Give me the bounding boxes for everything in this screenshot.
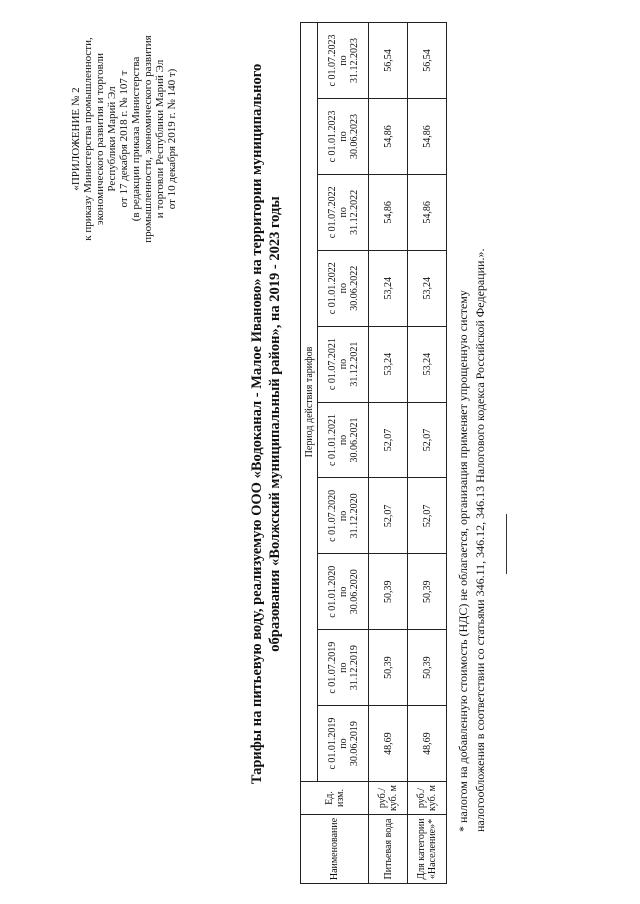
appendix-line: от 10 декабря 2019 г. № 140 т) [166, 68, 178, 210]
table-cell: 50,39 [408, 630, 447, 706]
header-period: Период действия тарифов [301, 23, 318, 782]
period-cell: с 01.01.2022 по 30.06.2022 [318, 250, 369, 326]
row-name: Для категории «Население»* [408, 815, 447, 884]
appendix-block [70, 24, 178, 254]
period-cell: с 01.07.2019 по 31.12.2019 [318, 630, 369, 706]
table-cell: 48,69 [408, 706, 447, 782]
table-row [369, 23, 408, 884]
period-cell: с 01.01.2023 по 30.06.2023 [318, 98, 369, 174]
row-unit: руб./ куб. м [369, 782, 408, 815]
table-cell: 56,54 [369, 23, 408, 99]
appendix-line: Республики Марий Эл [106, 86, 118, 192]
appendix-line: и торговли Республики Марий Эл [154, 59, 166, 219]
divider-line [506, 514, 507, 574]
appendix-line: экономического развития и торговли [94, 52, 106, 226]
period-cell: с 01.07.2023 по 31.12.2023 [318, 23, 369, 99]
table-cell: 52,07 [408, 478, 447, 554]
appendix-line: к приказу Министерства промышленности, [82, 37, 94, 241]
table-cell: 54,86 [369, 98, 408, 174]
period-cell: с 01.01.2019 по 30.06.2019 [318, 706, 369, 782]
document-title [248, 34, 284, 814]
table-cell: 50,39 [369, 630, 408, 706]
table-cell: 54,86 [369, 174, 408, 250]
period-cell: с 01.07.2022 по 31.12.2022 [318, 174, 369, 250]
row-name: Питьевая вода [369, 815, 408, 884]
table-cell: 52,07 [369, 402, 408, 478]
tariff-table [300, 22, 447, 884]
appendix-line: (в редакции приказа Министерства [130, 56, 142, 222]
table-cell: 53,24 [408, 250, 447, 326]
table-cell: 52,07 [369, 478, 408, 554]
table-row [408, 23, 447, 884]
table-cell: 53,24 [369, 326, 408, 402]
table-cell: 52,07 [408, 402, 447, 478]
appendix-line: от 17 декабря 2018 г. № 107 т [118, 70, 130, 208]
footnote [455, 192, 489, 832]
period-cell: с 01.01.2020 по 30.06.2020 [318, 554, 369, 630]
header-unit: Ед. изм. [301, 782, 369, 815]
title-line-1: Тарифы на питьевую воду, реализуемую ООО «Водоканал - Малое Иваново» на территории муниципального [249, 63, 265, 785]
table-cell: 54,86 [408, 98, 447, 174]
table-cell: 54,86 [408, 174, 447, 250]
title-line-2: образования «Волжский муниципальный район», на 2019 - 2023 годы [267, 196, 283, 652]
table-cell: 53,24 [369, 250, 408, 326]
table-cell: 53,24 [408, 326, 447, 402]
period-cell: с 01.01.2021 по 30.06.2021 [318, 402, 369, 478]
table-cell: 50,39 [369, 554, 408, 630]
period-cell: с 01.07.2021 по 31.12.2021 [318, 326, 369, 402]
table-cell: 56,54 [408, 23, 447, 99]
appendix-line: «ПРИЛОЖЕНИЕ № 2 [70, 87, 82, 191]
period-cell: с 01.07.2020 по 31.12.2020 [318, 478, 369, 554]
header-name: Наименование [301, 815, 369, 884]
table-cell: 48,69 [369, 706, 408, 782]
footnote-line-2: налогообложения в соответствии со статьями 346.11, 346.12, 346.13 Налогового кодекса Российской Федерации.». [473, 248, 487, 832]
footnote-line-1: * налогом на добавленную стоимость (НДС) не облагается, организация применяет упрощенную систему [456, 290, 470, 832]
appendix-line: промышленности, экономического развития [142, 35, 154, 243]
table-cell: 50,39 [408, 554, 447, 630]
row-unit: руб./ куб. м [408, 782, 447, 815]
